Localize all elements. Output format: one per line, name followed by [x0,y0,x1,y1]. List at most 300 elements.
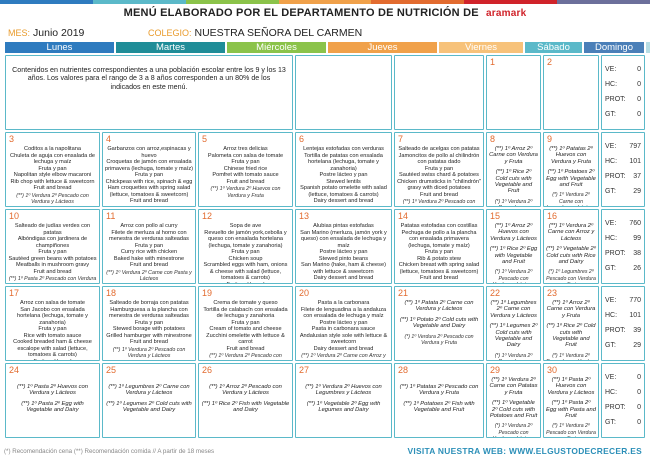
day-cell-29[interactable] [486,363,541,438]
day-cell-24[interactable] [5,363,100,438]
menu-line: Pechuga de pollo a la plancha con ensalada primavera (lechuga, tomate y maíz) [401,229,477,249]
nutrient-value: 0 [637,96,641,103]
nutrient-label: VE: [605,143,617,150]
menu-line: Chicken breast with spring salad (lettuce, tomatoes & sweetcorn) [398,262,480,275]
intro-text: Contenidos en nutrientes correspondientes a una población escolar entre los 9 y los 13 años. Los valores para el rango de 3 a 8 años corresponden a un 80% de los indicados en este menú. [12,66,286,91]
day-number: 21 [398,288,409,298]
month-label: MES: [8,28,31,38]
menu-content [546,146,596,207]
menu-line: Scrambled eggs with ham, onions & cheese with salad (lettuce, tomatoes & carrots) [203,262,288,281]
alternative-meal: (**) 1º Verdura 2º Carne con Pasta y Lácteos [106,269,192,282]
menu-line: Fruta y pan [231,319,260,326]
menu-line: Rib chop with lettuce & sweetcorn [10,178,95,185]
alternative-meal: (*) 1º Verdura 2º [494,352,533,359]
menu-line: Fruta y pan [231,249,260,255]
menu-line: Curry rice with chicken [120,249,178,255]
menu-line: Patatas estofadas con costillas [400,223,478,229]
menu-content [8,300,97,361]
menu-content [298,300,389,361]
menu-line: Chuleta de aguja con ensalada de lechuga y maíz [10,152,95,165]
day-cell-13[interactable] [295,209,392,284]
menu-line: Fruta y pan [424,249,454,255]
weekday-martes: Martes [116,42,225,53]
menu-line: Rice with tomato sauce [23,332,82,339]
day-number: 27 [299,365,310,375]
menu-line: Ham croquettes with spring salad (lettuce, tomatoes & sweetcorn) [107,185,191,198]
nutrition-row [602,385,644,400]
menu-content [397,146,481,207]
menu-line: Postre lácteo y pan [319,249,368,255]
menu-line: Garbanzos con arroz,espinacas y huevo [107,146,191,159]
menu-line: Fruit and bread [130,262,168,268]
menu-line: Coditos a la napolitana [24,146,81,152]
recommended-meal: (**) 1º Pasta 2º Egg with Pasta and Fruit [546,400,596,420]
day-cell-14[interactable] [394,209,484,284]
menu-line: Spanish potato omelette with salad (lettuce, tomatoes & carrots) [300,185,387,198]
recommended-meal: (**) 1º Legumes 2º Cold cuts with Vegetable and Dairy [106,400,192,414]
nutrition-row [602,169,644,184]
menu-calendar-grid [5,55,645,443]
menu-line: San Marino (merluza, jamón york y queso) con ensalada de lechuga y maíz [300,229,387,249]
menu-line: Fruta y pan [424,165,454,172]
menu-line: Postre lácteo y pan [319,172,368,178]
recommended-meal: (**) 1º Verdura 2º Huevos con Legumbres y Lácteos [305,384,382,397]
day-number: 20 [299,288,310,298]
menu-line: Chicken soup [228,255,263,262]
day-cell-11[interactable] [102,209,196,284]
menu-content [397,223,481,284]
nutrition-row [602,308,644,323]
nutrient-value: 770 [629,297,641,304]
nutrition-row [602,338,644,353]
menu-line: Arroz tres delicias [223,146,268,152]
weekday-jueves: Jueves [328,42,437,53]
recommended-meal: (**) 1º Arroz 2º Pescado con Verdura y Lácteos [209,384,282,397]
nutrition-row [602,216,644,231]
nutrient-value: 0 [637,389,641,396]
day-cell-4[interactable] [102,132,196,207]
menu-line: Fruit and bread [420,191,458,198]
nutrition-row [602,77,644,92]
alternative-meal: (*) 1º Verdura 2º Pescado con [494,269,533,282]
recommended-meal: (**) 1º Rice 2º Cold cuts with Vegetable and Fruit [546,323,596,349]
nutrition-row [602,184,644,199]
nutrient-label: PROT: [605,173,626,180]
top-bar-segment [186,0,279,4]
day-number: 7 [398,134,404,144]
nutrition-row [602,261,644,276]
alternative-meal: (*) 1º Legumbres 2º Pescado con Verdura [546,269,596,282]
day-number: 2 [547,57,553,67]
month-value: Junio 2019 [33,27,85,39]
top-bar-segment [371,0,464,4]
website-link[interactable]: VISITA NUESTRA WEB: WWW.ELGUSTODECRECER.ES [407,446,642,456]
menu-line: Albóndigas con jardinera de champiñones [17,236,88,249]
nutrition-summary [601,209,645,284]
nutrient-label: VE: [605,297,617,304]
nutrient-label: HC: [605,389,618,396]
menu-line: Stewed lentils [326,178,361,185]
day-number: 11 [106,211,116,221]
day-cell-19[interactable] [198,286,293,361]
alternative-meal: (**) 1º Verdura 2º Huevos con Verdura y Fruta [210,186,281,199]
menu-content [8,223,97,284]
nutrient-value: 0 [637,374,641,381]
menu-line: Palometa con salsa de tomate [207,152,284,159]
menu-line: Fruit and bread [33,185,72,191]
recommended-meal: (**) 1º Rice 2º Fish with Vegetable and Dairy [201,400,290,414]
alternative-meal: (*) 1º Verdura 2º Pescado con [494,423,533,436]
menu-line: Chicken drumsticks in "chilindrón" gravy with diced potatoes [397,178,481,191]
menu-line: Fruit and bread [130,339,168,345]
menu-line: Salteado de borraja con patatas [109,300,189,306]
menu-content [546,300,596,361]
alternative-meal [397,283,481,285]
nutrient-label: PROT: [605,96,626,103]
day-number: 13 [299,211,310,221]
menu-line: Fruit and bread [226,345,265,352]
day-cell-8[interactable] [486,132,541,207]
menu-content [489,146,538,207]
menu-line: Sautéed swiss chard & potatoes [399,172,479,178]
menu-line: Chinese fried rice [223,165,268,172]
top-bar-segment [279,0,372,4]
day-number: 29 [490,365,501,375]
recommended-meal: (**) 1º Patatas 2º Pescado con Verdura y Fruta [399,384,479,397]
menu-content [298,384,389,414]
nutrition-row [602,370,644,385]
menu-line: Crema de tomate y queso [213,300,278,306]
nutrient-value: 101 [629,158,641,165]
alternative-meal: (**) 1º Pasta 2º Pescado con Verdura [8,276,97,282]
day-cell-22[interactable] [486,286,541,361]
empty-day [394,55,484,130]
alternative-meal [298,206,389,208]
menu-line: Grilled hamburger with minestrone [106,332,192,339]
nutrient-label: HC: [605,312,618,319]
footer-note: (*) Recomendación cena (**) Recomendación comida // A partir de 18 meses [4,448,215,455]
nutrient-label: HC: [605,235,618,242]
day-number: 18 [106,288,117,298]
menu-content [298,146,389,207]
nutrient-value: 26 [633,265,641,272]
menu-content [397,300,481,347]
nutrient-value: 0 [637,81,641,88]
nutrient-label: VE: [605,374,617,381]
day-cell-28[interactable] [394,363,484,438]
alternative-meal: (*) 1º Verdura 2º [552,352,590,359]
day-number: 22 [490,288,501,298]
menu-line: Baked hake with minestrone [113,255,185,262]
day-cell-2[interactable] [543,55,599,130]
school-field [148,26,362,40]
day-cell-6[interactable] [295,132,392,207]
alternative-meal: (**) 1º Verdura 2º Carne con Arroz y [301,353,386,359]
school-value: NUESTRA SEÑORA DEL CARMEN [194,27,363,39]
menu-content [546,223,596,284]
top-bar-segment [557,0,650,4]
empty-day [295,55,392,130]
recommended-meal: (**) 1º Legumbres 2º Carne con Verdura y Lácteos [490,300,537,319]
menu-line: Stewed pinto beans [318,255,369,262]
recommended-meal: (**) 1º Verdura 2º Carne con Arroz y Lácteos [547,223,595,242]
day-number: 15 [490,211,501,221]
menu-content [489,223,538,284]
menu-line: Pomfret with tomato sauce [212,172,279,178]
menu-line: Salteado de acelgas con patatas [398,146,480,152]
weekday-inutricional [646,42,650,53]
nutrient-label: GT: [605,419,616,426]
nutrient-label: PROT: [605,404,626,411]
day-number: 24 [9,365,20,375]
menu-content [489,377,538,438]
page-title [0,7,650,19]
recommended-meal: (**) 1º Rice 2º Cold cuts with Vegetable and Fruit [494,169,533,195]
nutrition-summary [601,55,645,130]
day-number: 5 [202,134,208,144]
menu-line: Stewed borage with potatoes [112,326,186,332]
menu-line: San Marino (hake, ham & cheese) with lettuce & sweetcorn [301,262,386,275]
menu-line: Tortilla de calabacín con ensalada de lechuga y zanahoria [203,306,288,319]
nutrition-summary [601,286,645,361]
menu-line: Lentejas estofadas con verduras [303,146,384,152]
nutrition-row [602,107,644,122]
nutrition-row [602,246,644,261]
alternative-meal: (*) 1º Verdura 2º Pescado con Verdura [546,423,596,436]
menu-line: Fruta y pan [231,159,260,165]
day-cell-23[interactable] [543,286,599,361]
nutrient-value: 0 [637,66,641,73]
nutrient-label: HC: [605,158,618,165]
nutrition-row [602,139,644,154]
menu-content [105,300,193,360]
menu-line: Fruta y pan [38,326,67,332]
day-cell-10[interactable] [5,209,100,284]
nutrition-summary [601,363,645,438]
alternative-meal: (**) 1º Verdura 2º Pescado con [402,199,476,205]
nutrition-row [602,154,644,169]
menu-line: Pasta a la carbonara [317,300,370,306]
menu-line: Napolitan style elbow macaroni [13,172,92,178]
nutrient-value: 99 [633,235,641,242]
menu-line: Andalusian style sole with lettuce & sweetcorn [299,332,388,345]
recommended-meal: (**) 1º Pasta 2º Egg with Vegetable and Dairy [21,400,84,414]
nutrition-row [602,231,644,246]
recommended-meal: (**) 1º Potatoes 2º Egg with Vegetable and Fruit [546,169,596,189]
menu-line: Dairy dessert and bread [313,275,374,281]
menu-line: Croquetas de jamón con ensalada primavera (lechuga, tomate y maíz) [105,159,193,172]
recommended-meal: (**) 1º Potato 2º Cold cuts with Vegetable and Dairy [399,316,479,330]
nutrient-value: 29 [633,188,641,195]
day-cell-9[interactable] [543,132,599,207]
menu-content [8,384,97,414]
day-number: 12 [202,211,213,221]
menu-line: Fruit and bread [33,268,72,275]
menu-line: Sautéed green beans with potatoes [8,255,97,262]
menu-content [105,384,193,414]
menu-line [201,282,290,285]
nutrient-value: 0 [637,111,641,118]
menu-content [201,300,290,361]
nutrient-value: 760 [629,220,641,227]
recommended-meal: (**) 1º Legumes 2º Cold cuts with Vegetable and Dairy [489,323,538,349]
recommended-meal: (**) 1º Patatas 2º Huevos con Verdura y Fruta [549,146,593,165]
weekday-domingo: Domingo [584,42,644,53]
day-number: 3 [9,134,15,144]
day-number: 10 [9,211,20,221]
menu-line: Sopa de ave [229,223,262,229]
day-cell-1[interactable] [486,55,541,130]
nutrient-label: VE: [605,220,617,227]
day-cell-27[interactable] [295,363,392,438]
weekday-header [0,42,650,53]
day-cell-5[interactable] [198,132,293,207]
nutrient-label: GT: [605,342,616,349]
day-number: 19 [202,288,213,298]
menu-content [489,300,538,361]
month-field [8,26,84,40]
nutrient-value: 39 [633,327,641,334]
day-number: 28 [398,365,409,375]
alternative-meal: (*) 1º Verdura 2º Pescado con Verdura y Fruta [404,333,474,347]
recommended-meal: (**) 1º Vegetable 2º Cold cuts with Rice and Dairy [546,246,596,266]
top-bar-segment [0,0,93,4]
day-cell-3[interactable] [5,132,100,207]
day-cell-26[interactable] [198,363,293,438]
weekday-sbado: Sábado [525,42,582,53]
weekday-viernes: Viernes [439,42,523,53]
nutrition-row [602,62,644,77]
day-cell-17[interactable] [5,286,100,361]
recommended-meal: (**) 1º Potatoes 2º Fish with Vegetable and Fruit [403,400,475,414]
menu-line: Arroz con salsa de tomate [20,300,85,306]
alternative-meal: (**) 1º Verdura 2º Pescado con [209,353,282,359]
menu-line: Filete de merluza al horno con menestra de verduras salteadas [109,229,189,242]
recommended-meal: (**) 1º Vegetable 2º Cold cuts with Potatoes and Fruit [489,400,538,420]
day-number: 23 [547,288,558,298]
nutrient-value: 29 [633,342,641,349]
recommended-meal: (**) 1º Verdura 2º Carne con Patatas y Fruta [489,377,538,396]
menu-line: Zucchini omelette with lettuce & carrot [206,332,285,345]
menu-line: Hamburguesa a la plancha con menestra de verduras salteadas [109,306,189,319]
menu-line: Chickpeas with rice, spinach & egg [105,178,193,185]
menu-line: Filete de lenguadina a la andaluza con ensalada de lechuga y maíz [300,306,387,319]
menu-line: San Jacobo con ensalada hortelana (lechuga, tomate y zanahoria) [17,306,88,326]
day-cell-21[interactable] [394,286,484,361]
recommended-meal: (**) 1º Arroz 2º Carne con Verdura y Fruta [546,300,596,319]
day-number: 30 [547,365,558,375]
nutrition-summary [601,132,645,207]
top-color-bar [0,0,650,4]
menu-line: Salteado de judías verdes con patatas [14,223,91,236]
menu-line: Fruta y pan [134,172,164,178]
nutrient-label: GT: [605,111,616,118]
alternative-meal: (**) 1º Verdura 2º Pescado con Verdura y Lácteos [112,346,186,359]
day-cell-20[interactable] [295,286,392,361]
alternative-meal: (*) 1º Verdura 2º Carne con [552,192,590,205]
day-number: 14 [398,211,409,221]
title-text: MENÚ ELABORADO POR EL DEPARTAMENTO DE NUTRICIÓN DE [123,7,479,19]
menu-line: Meatballs in mushroom gravy [15,262,90,268]
top-bar-segment [93,0,186,4]
nutrition-row [602,415,644,430]
recommended-meal: (**) 1º Arroz 2º Huevos con Verdura y Lácteos [490,223,537,242]
menu-line: Fruit and bread [130,198,168,204]
nutrient-value: 37 [633,173,641,180]
nutrient-value: 101 [629,312,641,319]
menu-line: Arroz con pollo al curry [120,223,178,229]
menu-line: Dairy dessert and bread [313,198,374,204]
day-cell-25[interactable] [102,363,196,438]
nutrient-label: HC: [605,81,618,88]
menu-line: Revuelto de jamón york,cebolla y queso con ensalada hortelana (lechuga, tomate y zanahoria) [204,229,287,249]
menu-line: Fruta y pan [134,242,164,249]
day-number: 17 [9,288,20,298]
nutrition-row [602,400,644,415]
day-number: 4 [106,134,112,144]
menu-line: Fruit and bread [420,275,458,281]
menu-line [8,359,97,362]
menu-line: Fruta y pan [38,165,67,172]
nutrient-label: PROT: [605,250,626,257]
day-number: 26 [202,365,213,375]
alternative-meal [105,206,193,208]
menu-line: Cream of tomato and cheese [209,326,282,332]
menu-content [201,223,290,284]
day-cell-16[interactable] [543,209,599,284]
menu-content [546,377,596,438]
nutrient-value: 797 [629,143,641,150]
recommended-meal: (**) 1º Arroz 2º Carne con Verdura y Fruta [489,146,538,165]
day-cell-12[interactable] [198,209,293,284]
aramark-logo: aramark [486,8,527,19]
day-cell-30[interactable] [543,363,599,438]
nutrient-label: GT: [605,265,616,272]
alternative-meal [298,283,389,285]
day-cell-18[interactable] [102,286,196,361]
weekday-lunes: Lunes [5,42,114,53]
menu-line: Alubias pintas estofadas [313,223,374,229]
day-cell-15[interactable] [486,209,541,284]
top-bar-segment [464,0,557,4]
recommended-meal: (**) 1º Legumbres 2º Carne con Verdura y Lácteos [108,384,190,397]
menu-content [397,384,481,414]
menu-line: Fruit and bread [226,178,265,185]
menu-content [201,384,290,414]
intro-note [5,55,293,130]
menu-line: Tortilla de patatas con ensalada hortelana (lechuga, tomate y zanahoria) [304,152,383,172]
nutrition-row [602,293,644,308]
menu-line: Rib & potato stew [417,255,461,262]
menu-line: Postre lácteo y pan [319,319,368,326]
menu-line: Jamoncitos de pollo al chilindrón con patatas dado [398,152,480,165]
menu-line: Cooked breaded ham & cheese escalope with salad (lettuce, tomatoes & carrots) [13,339,92,358]
day-number: 9 [547,134,553,144]
day-cell-7[interactable] [394,132,484,207]
menu-line: Dairy dessert and bread [313,345,374,352]
recommended-meal: (**) 1º Pasta 2º Huevos con Verdura y Lácteos [547,377,595,396]
nutrient-label: PROT: [605,327,626,334]
day-number: 16 [547,211,558,221]
recommended-meal: (**) 1º Patata 2º Carne con Verdura y Lácteos [404,300,474,313]
day-number: 6 [299,134,305,144]
recommended-meal: (**) 1º Pasta 2º Huevos con Verdura y Lácteos [17,384,88,397]
nutrient-value: 38 [633,250,641,257]
menu-line: Fruta y pan [38,249,67,255]
menu-content [8,146,97,206]
weekday-mircoles: Miércoles [227,42,326,53]
menu-content [298,223,389,284]
